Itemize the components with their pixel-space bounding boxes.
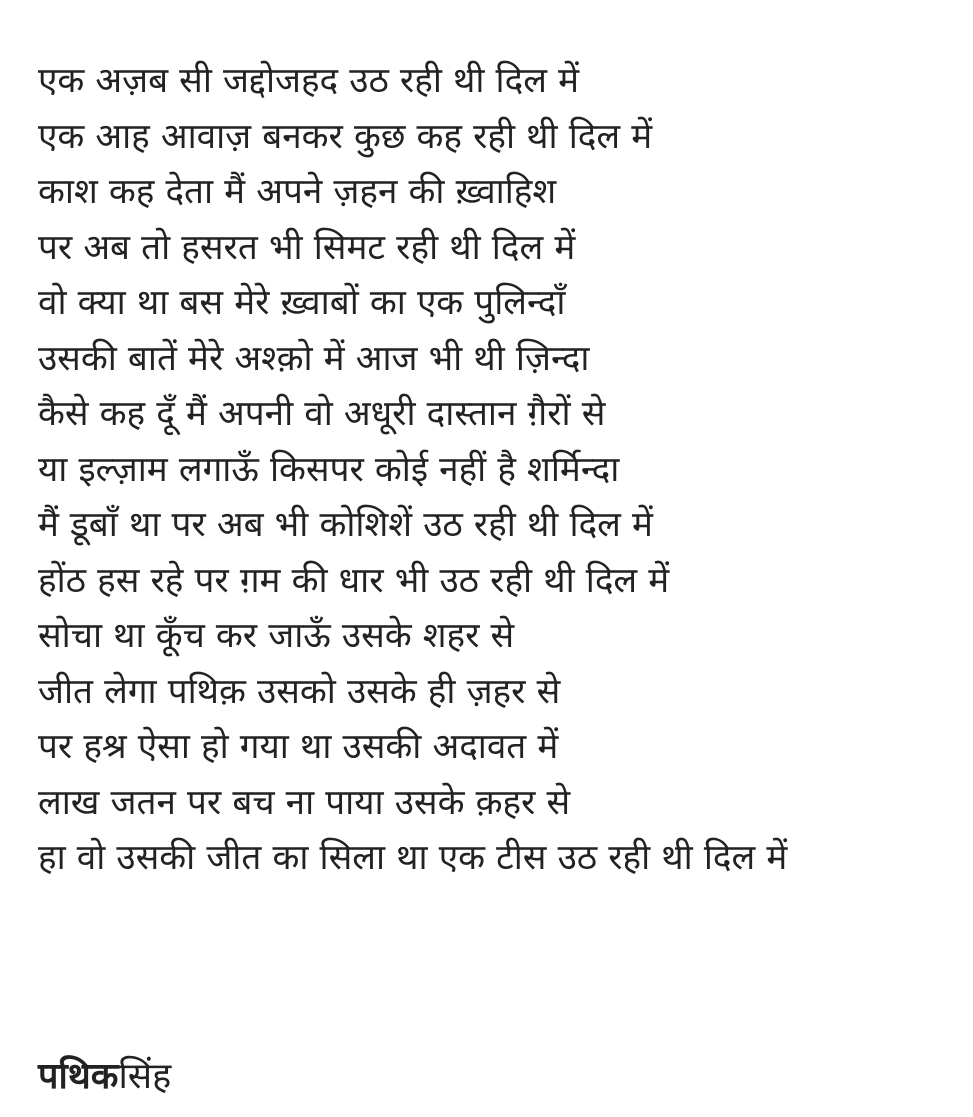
poem-line: सोचा था कूँच कर जाऊँ उसके शहर से [38, 616, 515, 656]
poem-line: पर अब तो हसरत भी सिमट रही थी दिल में [38, 227, 576, 268]
poem-line: वो क्या था बस मेरे ख़्वाबों का एक पुलिन्दाँ [38, 283, 566, 323]
poem-line: लाख जतन पर बच ना पाया उसके क़हर से [38, 782, 571, 823]
poem-line: मैं डूबाँ था पर अब भी कोशिशें उठ रही थी दिल में [38, 505, 653, 545]
poem-line: जीत लेगा पथिक़ उसको उसके ही ज़हर से [38, 671, 561, 712]
signature-normal-part: सिंह [118, 1056, 172, 1097]
poem-line: उसकी बातें मेरे अश्क़ो में आज भी थी ज़िन्दा [38, 338, 590, 379]
poem-line: हा वो उसकी जीत का सिला था एक टीस उठ रही थी दिल में [38, 838, 788, 878]
poem-line: होंठ हस रहे पर ग़म की धार भी उठ रही थी दिल में [38, 560, 670, 601]
poem-body [38, 54, 958, 887]
poem-line: पर हश्र ऐसा हो गया था उसकी अदावत में [38, 727, 559, 767]
poem-line: एक अज़ब सी जद्दोजहद उठ रही थी दिल में [38, 61, 579, 101]
poem-line: एक आह आवाज़ बनकर कुछ कह रही थी दिल में [38, 116, 653, 157]
signature-bold-part: पथिक [38, 1056, 119, 1097]
author-signature [38, 1051, 171, 1103]
poem-line: कैसे कह दूँ मैं अपनी वो अधूरी दास्तान ग़ैरों से [38, 394, 606, 434]
poem-line: काश कह देता मैं अपने ज़हन की ख़्वाहिश [38, 172, 557, 212]
poem-line: या इल्ज़ाम लगाऊँ किसपर कोई नहीं है शर्मिन्दा [38, 449, 620, 490]
